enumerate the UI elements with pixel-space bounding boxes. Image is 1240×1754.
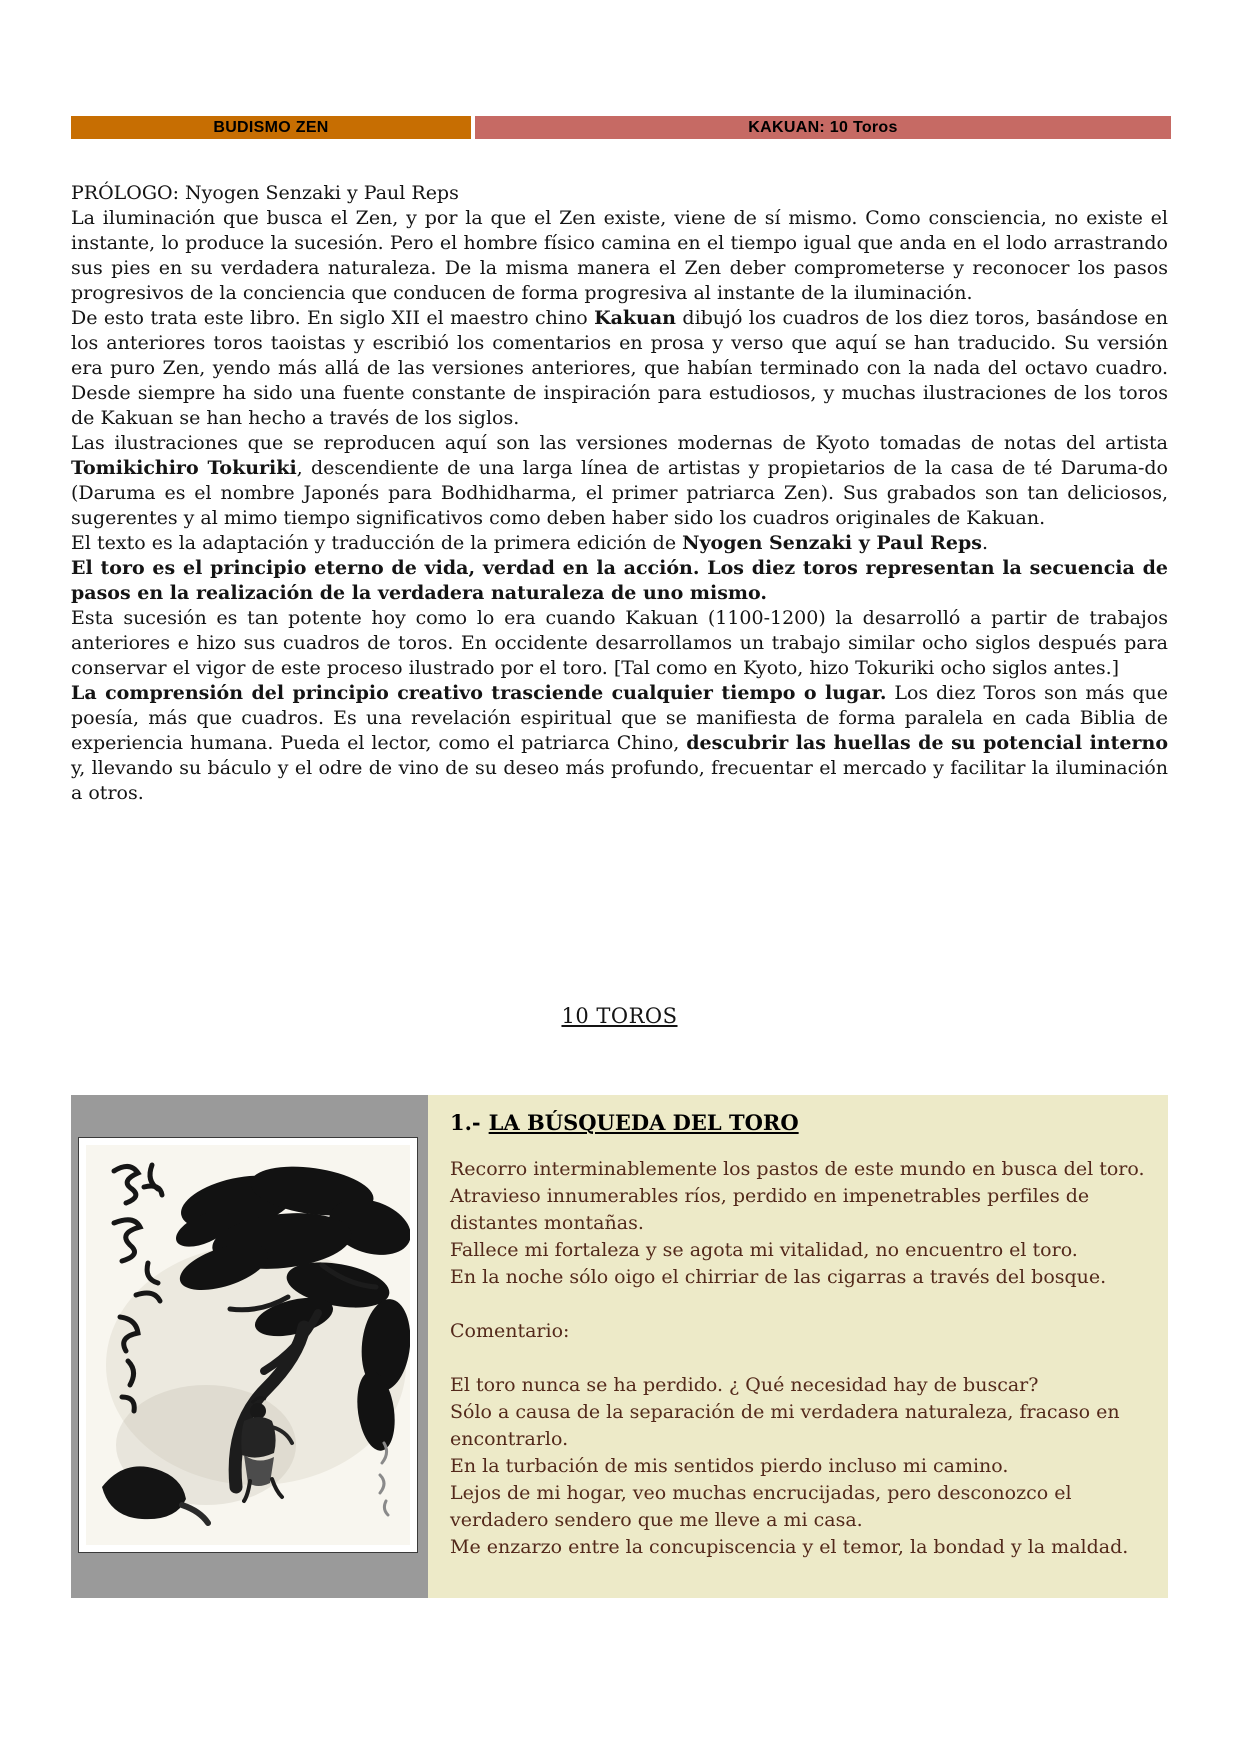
paragraph: Las ilustraciones que se reproducen aquí son las versiones modernas de Kyoto tomadas de notas del artista Tomikichiro Tokuriki, descendiente de una larga línea de artistas y propietarios de la casa de té Daruma-do (Daruma es el nombre Japonés para Bodhidharma, el primer patriarca Zen). Sus grabados son tan deliciosos, sugerentes y al mimo tiempo significativos como deben haber sido los cuadros originales de Kakuan. bbox=[71, 432, 1168, 529]
header-tab-budismo-zen: BUDISMO ZEN bbox=[71, 116, 471, 139]
card-text-line: En la turbación de mis sentidos pierdo incluso mi camino. bbox=[450, 1455, 1009, 1477]
card-text-line: Comentario: bbox=[450, 1320, 570, 1342]
zen-ink-drawing bbox=[78, 1137, 418, 1553]
header-bar bbox=[71, 116, 1171, 139]
card-text-line: El toro nunca se ha perdido. ¿ Qué necesidad hay de buscar? bbox=[450, 1374, 1039, 1396]
bull-card-1 bbox=[71, 1095, 1168, 1598]
paragraph: Esta sucesión es tan potente hoy como lo era cuando Kakuan (1100-1200) la desarrolló a partir de trabajos anteriores e hizo sus cuadros de toros. En occidente desarrollamos un trabajo similar ocho siglos después para conservar el vigor de este proceso ilustrado por el toro. [Tal como en Kyoto, hizo Tokuriki ocho siglos antes.] bbox=[71, 607, 1168, 679]
card-blank-line bbox=[450, 1345, 1146, 1372]
card-text-line: Recorro interminablemente los pastos de este mundo en busca del toro. bbox=[450, 1158, 1145, 1180]
card-text-line: Fallece mi fortaleza y se agota mi vitalidad, no encuentro el toro. bbox=[450, 1239, 1078, 1261]
header-tab-kakuan: KAKUAN: 10 Toros bbox=[475, 116, 1171, 139]
section-heading-text: 10 TOROS bbox=[561, 1004, 678, 1028]
card-text-line: verdadero sendero que me lleve a mi casa. bbox=[450, 1509, 863, 1531]
prologue-text bbox=[71, 181, 1168, 806]
section-heading-10-toros bbox=[71, 1004, 1168, 1028]
paragraph: El toro es el principio eterno de vida, verdad en la acción. Los diez toros representan la secuencia de pasos en la realización de la verdadera naturaleza de uno mismo. bbox=[71, 557, 1168, 604]
card-lines bbox=[450, 1156, 1146, 1561]
paragraph: La iluminación que busca el Zen, y por la que el Zen existe, viene de sí mismo. Como consciencia, no existe el instante, lo produce la sucesión. Pero el hombre físico camina en el tiempo igual que anda en el lodo arrastrando sus pies en su verdadera naturaleza. De la misma manera el Zen deber comprometerse y reconocer los pasos progresivos de la conciencia que conducen de forma progresiva al instante de la iluminación. bbox=[71, 207, 1168, 304]
card-text-line: En la noche sólo oigo el chirriar de las cigarras a través del bosque. bbox=[450, 1266, 1107, 1288]
paragraph: El texto es la adaptación y traducción de la primera edición de Nyogen Senzaki y Paul Reps. bbox=[71, 532, 989, 554]
paragraph: PRÓLOGO: Nyogen Senzaki y Paul Reps bbox=[71, 182, 459, 204]
card-blank-line bbox=[450, 1291, 1146, 1318]
card-image-box bbox=[71, 1095, 428, 1598]
paragraph: La comprensión del principio creativo trasciende cualquier tiempo o lugar. Los diez Toros son más que poesía, más que cuadros. Es una revelación espiritual que se manifiesta de forma paralela en cada Biblia de experiencia humana. Pueda el lector, como el patriarca Chino, descubrir las huellas de su potencial interno y, llevando su báculo y el odre de vino de su deseo más profundo, frecuentar el mercado y facilitar la iluminación a otros. bbox=[71, 682, 1168, 804]
card-title-text: LA BÚSQUEDA DEL TORO bbox=[488, 1110, 799, 1135]
card-text-line: Me enzarzo entre la concupiscencia y el temor, la bondad y la maldad. bbox=[450, 1536, 1129, 1558]
card-number: 1.- bbox=[450, 1110, 481, 1135]
card-title bbox=[450, 1110, 1146, 1135]
card-text-line: Sólo a causa de la separación de mi verdadera naturaleza, fracaso en bbox=[450, 1401, 1120, 1423]
card-text-line: Atravieso innumerables ríos, perdido en impenetrables perfiles de bbox=[450, 1185, 1090, 1207]
card-text-line: distantes montañas. bbox=[450, 1212, 644, 1234]
paragraph: De esto trata este libro. En siglo XII el maestro chino Kakuan dibujó los cuadros de los diez toros, basándose en los anteriores toros taoistas y escribió los comentarios en prosa y verso que aquí se han traducido. Su versión era puro Zen, yendo más allá de las versiones anteriores, que habían terminado con la nada del octavo cuadro. Desde siempre ha sido una fuente constante de inspiración para estudiosos, y muchas ilustraciones de los toros de Kakuan se han hecho a través de los siglos. bbox=[71, 307, 1168, 429]
card-text-line: Lejos de mi hogar, veo muchas encrucijadas, pero desconozco el bbox=[450, 1482, 1072, 1504]
card-panel bbox=[428, 1095, 1168, 1598]
card-text-line: encontrarlo. bbox=[450, 1428, 569, 1450]
